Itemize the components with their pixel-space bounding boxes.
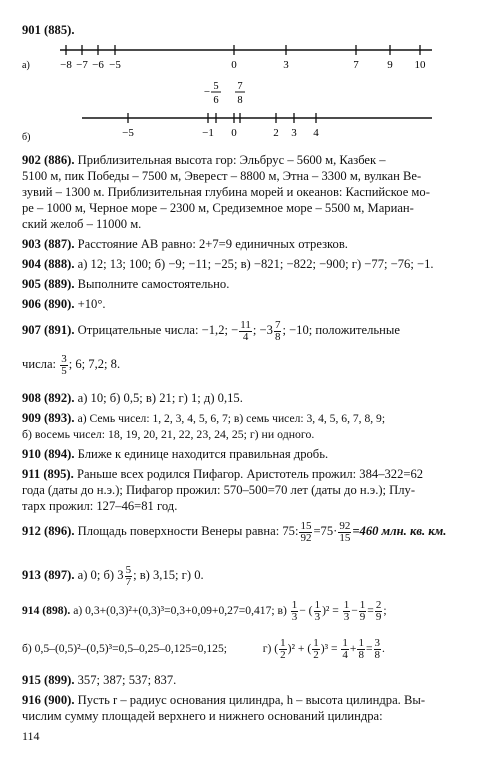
text: г) ( [262,642,279,655]
fraction [60,354,68,377]
problem-number: 912 (896). [22,524,75,538]
denominator: 3 [291,610,298,623]
problem-number: 905 (889). [22,277,75,291]
fraction [341,638,349,661]
problem-number: 910 (894). [22,447,75,461]
denominator: 2 [313,648,319,661]
fraction [374,638,382,661]
tick-label: 10 [414,59,426,71]
denominator: 4 [242,330,249,343]
problem-903 [22,236,462,252]
tick-label: −8 [60,59,72,71]
text: =75· [313,524,338,538]
problem-number: 904 (888). [22,257,75,271]
text: )² = [322,604,339,617]
problem-914-cont [22,636,462,662]
denominator: 9 [375,610,382,623]
page-number: 114 [22,729,40,743]
denominator: 3 [343,610,350,623]
numerator: 2 [375,598,382,611]
text: )² + ( [287,642,312,655]
text-line: ре – 1000 м, Черное море – 2300 м, Средиземное море – 5500 м, Мариан- [22,201,414,215]
problem-915 [22,672,462,688]
sign: − [231,323,239,337]
fraction [357,638,365,661]
problem-number: 915 (899). [22,673,75,687]
numerator: 92 [339,519,351,532]
problem-number: 914 (898). [22,604,71,617]
text: − [351,604,358,617]
problem-907: 907 (891). Отрицательные числа: −1,2; − $\frac{11}{4}$ ; −3 $\frac{7}{8}$ ; −10; положительные [22,318,400,343]
text: 357; 387; 537; 837. [77,673,177,687]
problem-number: 903 (887). [22,237,75,251]
numerator: 15 [300,519,312,532]
denominator: 7 [125,575,132,588]
text: а) 12; 13; 100; б) −9; −11; −25; в) −821; −822; −900; г) −77; −76; −1. [77,257,434,271]
fraction-sign: − [203,86,211,98]
tick-label: −5 [122,127,134,139]
text: = [365,642,373,655]
fraction [291,600,299,623]
numerator: 3 [61,352,67,365]
denominator: 2 [280,648,286,661]
text: б) 0,5–(0,5)²–(0,5)³=0,5–0,25–0,125=0,125; [22,642,227,655]
text: а) 0,3+(0,3)²+(0,3)³=0,3+0,09+0,27=0,417; в) [73,604,287,617]
problem-902 [22,152,462,168]
numerator: 11 [240,318,251,331]
fraction-denominator: 6 [213,95,219,106]
numerator: 1 [359,598,366,611]
denominator: 9 [359,610,366,623]
problem-number: 908 (892). [22,391,75,405]
fraction [314,600,322,623]
fraction [279,638,287,661]
numerator: 1 [358,636,364,649]
problem-909 [22,410,462,427]
problem-913 [22,562,462,588]
text-line: года (даты до н.э.); Пифагор прожил: 570–500=70 лет (даты до н.э.); Плу- [22,483,416,497]
problem-911 [22,466,462,482]
sign: −3 [259,323,273,337]
problem-number: 907 (891). [22,323,75,337]
tick-label: −7 [76,59,88,71]
problem-904 [22,256,462,272]
fraction [274,320,282,343]
numerator: 1 [314,598,321,611]
denominator: 15 [339,531,351,544]
problem-910 [22,446,462,462]
text: Пусть r – радиус основания цилиндра, h – высота цилиндра. Вы- [77,693,426,707]
number-line-b [0,78,480,148]
tick-label: 7 [353,59,359,71]
text: а) Семь чисел: 1, 2, 3, 4, 5, 6, 7; в) семь чисел: 3, 4, 5, 6, 7, 8, 9; [77,412,386,425]
fraction [343,600,351,623]
text: − ( [299,604,313,617]
text: =460 млн. кв. км. [352,524,447,538]
problem-number: 913 (897). [22,568,75,582]
tick-label: 0 [231,59,237,71]
line-b-label: б) [22,132,31,143]
numerator: 1 [343,598,350,611]
problem-905 [22,276,462,292]
text-line: зувий – 1300 м. Приблизительная глубина морей и океанов: Каспийское мо- [22,185,430,199]
problem-914 [22,598,462,624]
text: ; в) 3,15; г) 0. [133,568,204,582]
text: Площадь поверхности Венеры равна: 75: [77,524,299,538]
denominator: 4 [342,648,348,661]
problem-number: 902 (886). [22,153,75,167]
text: ; −10; положительные [282,323,400,337]
problem-number: 909 (893). [22,411,75,425]
numerator: 1 [280,636,286,649]
tick-label: 0 [231,127,237,139]
text: ; [383,604,387,617]
tick-label: 3 [283,59,289,71]
text-line: 5100 м, пик Победы – 7500 м, Эверест – 8800 м, Этна – 3300 м, вулкан Ве- [22,169,422,183]
text: Выполните самостоятельно. [77,277,230,291]
numerator: 3 [374,636,380,649]
text: Ближе к единице находится правильная дробь. [77,447,329,461]
text: = [367,604,374,617]
denominator: 8 [358,648,364,661]
text: . [382,642,385,655]
problem-number: 911 (895). [22,467,74,481]
text: Приблизительная высота гор: Эльбрус – 5600 м, Казбек – [77,153,386,167]
tick-label: 4 [313,127,319,139]
text: + [349,642,357,655]
numerator: 1 [313,636,319,649]
tick-label: 9 [387,59,393,71]
line-a-label: а) [22,60,30,71]
text: а) 10; б) 0,5; в) 21; г) 1; д) 0,15. [77,391,243,405]
problem-901-heading [22,22,462,38]
problem-912 [22,518,462,544]
text: )³ = [320,642,338,655]
tick-label: −5 [109,59,121,71]
fraction [375,600,383,623]
problem-number: 916 (900). [22,693,75,707]
denominator: 8 [274,330,281,343]
problem-906 [22,296,462,312]
text: +10°. [77,297,106,311]
denominator: 5 [61,364,67,377]
denominator: 92 [300,531,312,544]
fraction [239,320,252,343]
text-line: ский желоб – 11000 м. [22,217,142,231]
fraction [338,521,351,544]
problem-number: 901 (885). [22,23,75,37]
text-line: числим сумму площадей верхнего и нижнего оснований цилиндра: [22,709,383,723]
denominator: 3 [314,610,321,623]
numerator: 1 [342,636,348,649]
fraction [125,565,133,588]
fraction [299,521,312,544]
fraction [312,638,320,661]
problem-908 [22,390,462,406]
fraction-numerator: 7 [237,81,243,92]
tick-label: −6 [92,59,104,71]
fraction-denominator: 8 [237,95,243,106]
tick-label: 3 [291,127,297,139]
text-line: тарх прожил: 127–46=81 год. [22,499,178,513]
fraction-numerator: 5 [213,81,219,92]
text-line: б) восемь чисел: 18, 19, 20, 21, 22, 23, 24, 25; г) ни одного. [22,427,315,441]
text: числа: [22,357,57,371]
denominator: 8 [374,648,380,661]
text: ; 6; 7,2; 8. [68,357,121,371]
text: Раньше всех родился Пифагор. Аристотель прожил: 384–322=62 [76,467,424,481]
fraction [359,600,367,623]
problem-907-cont [22,352,462,377]
tick-label: −1 [202,127,214,139]
text: а) 0; б) 3 [77,568,124,582]
numerator: 1 [291,598,298,611]
problem-916 [22,692,462,708]
text: Расстояние AB равно: 2+7=9 единичных отрезков. [77,237,348,251]
problem-number: 906 (890). [22,297,75,311]
text: Отрицательные числа: −1,2; [77,323,229,337]
numerator: 7 [274,318,281,331]
numerator: 5 [125,563,132,576]
tick-label: 2 [273,127,279,139]
